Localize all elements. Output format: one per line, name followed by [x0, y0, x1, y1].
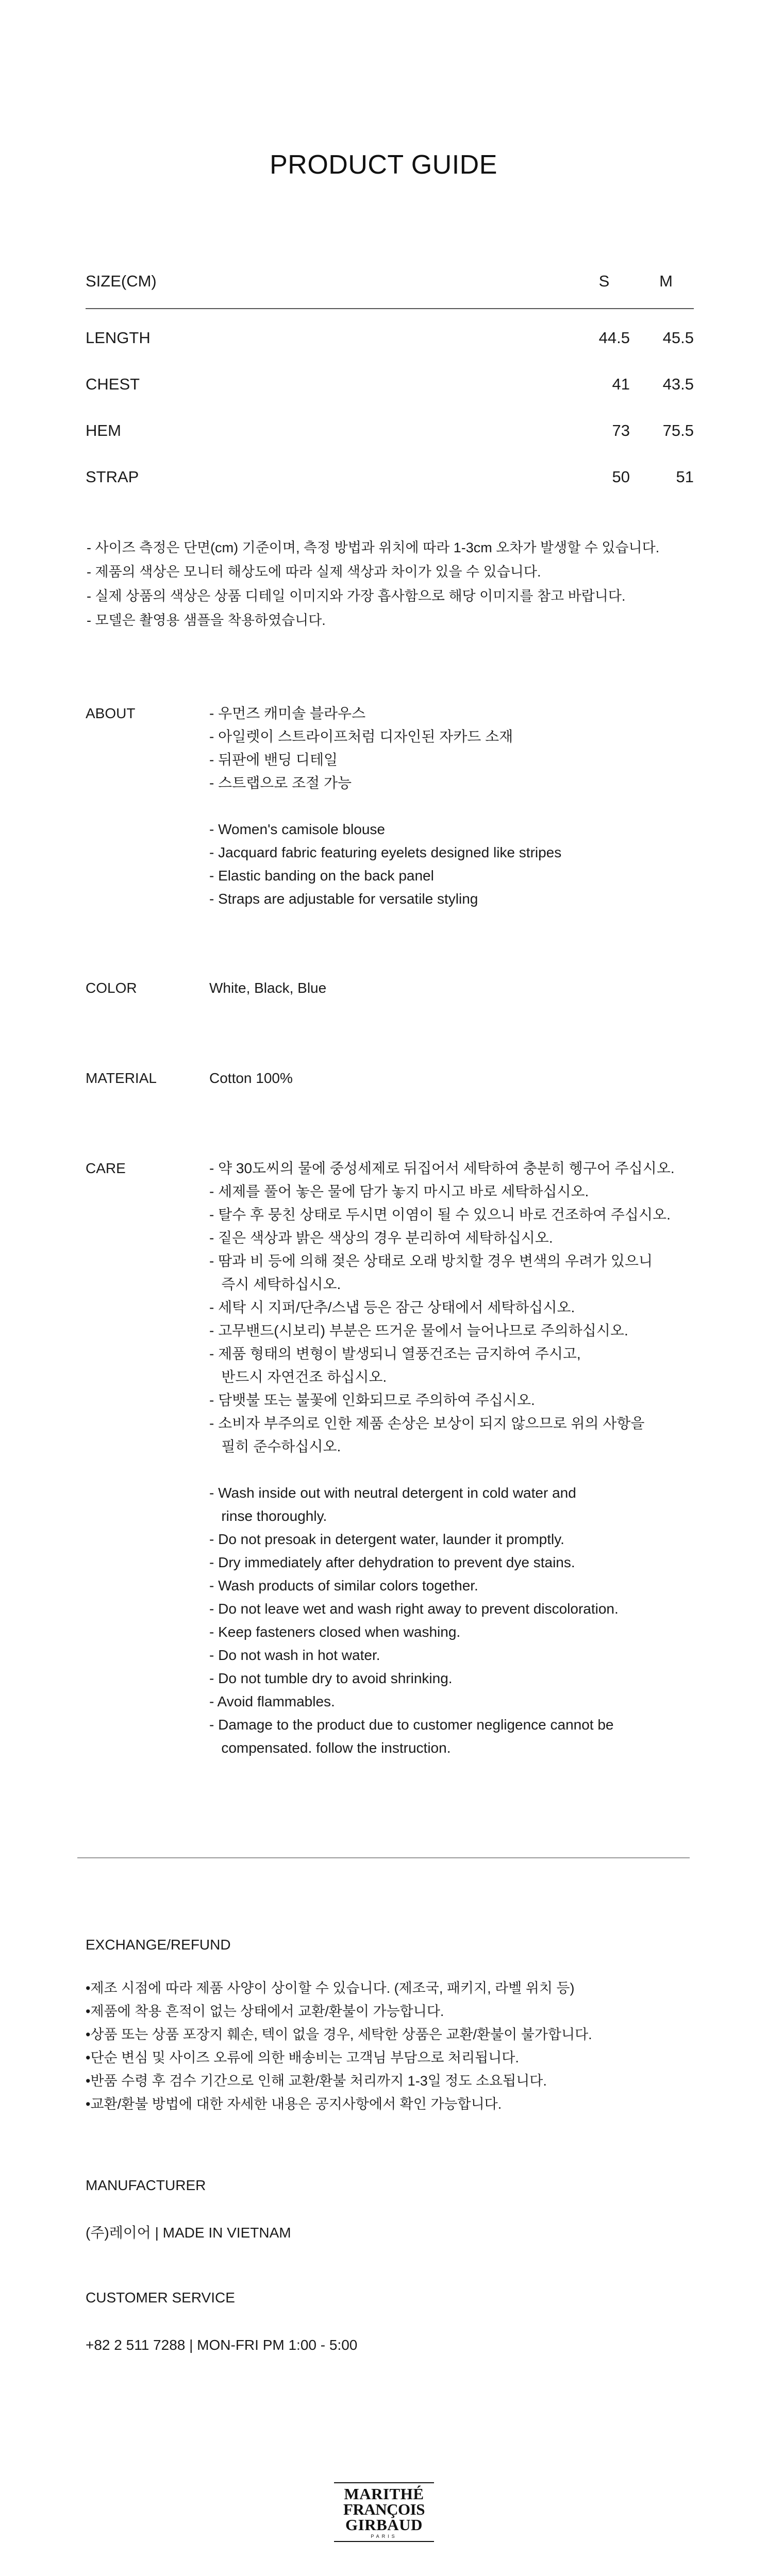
- manufacturer-value: (주)레이어 | MADE IN VIETNAM: [86, 2225, 291, 2241]
- about-line: - 우먼즈 캐미솔 블라우스: [209, 705, 366, 721]
- note-line: - 사이즈 측정은 단면(cm) 기준이며, 측정 방법과 위치에 따라 1-3cm 오차가 발생할 수 있습니다.: [87, 540, 660, 555]
- customer-service-label: CUSTOMER SERVICE: [86, 2290, 235, 2306]
- exchange-item: •교환/환불 방법에 대한 자세한 내용은 공지사항에서 확인 가능합니다.: [86, 2096, 502, 2112]
- exchange-item: •단순 변심 및 사이즈 오류에 의한 배송비는 고객님 부담으로 처리됩니다.: [86, 2050, 519, 2065]
- size-table-header: [86, 266, 694, 309]
- care-line: - Do not tumble dry to avoid shrinking.: [209, 1670, 453, 1686]
- page-title: PRODUCT GUIDE: [270, 150, 497, 180]
- size-row-label: CHEST: [86, 375, 140, 393]
- logo-line: FRANÇOIS: [343, 2500, 425, 2518]
- material-value: Cotton 100%: [209, 1070, 293, 1086]
- exchange-item: •제조 시점에 따라 제품 사양이 상이할 수 있습니다. (제조국, 패키지, 라벨 위치 등): [86, 1980, 575, 1996]
- measurement-notes: [87, 536, 705, 633]
- care-line: - Avoid flammables.: [209, 1693, 335, 1709]
- care-line: - Wash products of similar colors together.: [209, 1578, 478, 1594]
- size-row-length: [86, 309, 694, 355]
- care-line: - 약 30도씨의 물에 중성세제로 뒤집어서 세탁하여 충분히 헹구어 주십시오.: [209, 1160, 675, 1176]
- care-line: - Keep fasteners closed when washing.: [209, 1624, 461, 1640]
- note-line: - 실제 상품의 색상은 상품 디테일 이미지와 가장 흡사함으로 해당 이미지를 참고 바랍니다.: [87, 588, 626, 604]
- care-line: - 담뱃불 또는 불꽃에 인화되므로 주의하여 주십시오.: [209, 1392, 535, 1408]
- care-content: [209, 1157, 704, 1759]
- about-line: - 뒤판에 밴딩 디테일: [209, 752, 338, 768]
- size-value-s: 41: [612, 375, 630, 393]
- care-line: - 소비자 부주의로 인한 제품 손상은 보상이 되지 않으므로 위의 사항을: [209, 1415, 645, 1431]
- care-line: - Wash inside out with neutral detergent in cold water and: [209, 1485, 576, 1501]
- exchange-item: •제품에 착용 흔적이 없는 상태에서 교환/환불이 가능합니다.: [86, 2004, 444, 2019]
- color-value: White, Black, Blue: [209, 980, 327, 996]
- size-header-s: S: [598, 272, 610, 290]
- care-line: 즉시 세탁하십시오.: [209, 1276, 341, 1292]
- care-line: - 제품 형태의 변형이 발생되니 열풍건조는 금지하여 주시고,: [209, 1346, 581, 1362]
- care-line: - 세탁 시 지퍼/단추/스냅 등은 잠근 상태에서 세탁하십시오.: [209, 1299, 575, 1315]
- exchange-item: •상품 또는 상품 포장지 훼손, 텍이 없을 경우, 세탁한 상품은 교환/환불이 불가합니다.: [86, 2027, 592, 2042]
- care-line: - Dry immediately after dehydration to prevent dye stains.: [209, 1554, 575, 1570]
- care-line: - 땀과 비 등에 의해 젖은 상태로 오래 방치할 경우 변색의 우려가 있으니: [209, 1253, 653, 1269]
- customer-service-value: +82 2 511 7288 | MON-FRI PM 1:00 - 5:00: [86, 2337, 358, 2353]
- about-line: - 스트랩으로 조절 가능: [209, 775, 352, 791]
- logo-line: GIRBAUD: [345, 2516, 423, 2534]
- about-content: [209, 702, 704, 910]
- care-line: - Damage to the product due to customer negligence cannot be: [209, 1717, 614, 1733]
- exchange-list: [86, 1977, 704, 2116]
- size-value-m: 45.5: [662, 329, 694, 347]
- about-line: - Jacquard fabric featuring eyelets designed like stripes: [209, 844, 562, 860]
- size-row-strap: [86, 448, 694, 495]
- care-line: - 짙은 색상과 밝은 색상의 경우 분리하여 세탁하십시오.: [209, 1230, 553, 1246]
- size-value-s: 44.5: [598, 329, 630, 347]
- exchange-item: •반품 수령 후 검수 기간으로 인해 교환/환불 처리까지 1-3일 정도 소요됩니다.: [86, 2073, 547, 2089]
- section-divider: [77, 1857, 690, 1858]
- size-row-label: STRAP: [86, 468, 139, 486]
- manufacturer-label: MANUFACTURER: [86, 2177, 206, 2193]
- care-line: rinse thoroughly.: [209, 1508, 327, 1524]
- size-table: [86, 266, 694, 495]
- manufacturer-section: [86, 2175, 704, 2243]
- about-line: - Women's camisole blouse: [209, 821, 385, 837]
- care-line: - 세제를 풀어 놓은 물에 담가 놓지 마시고 바로 세탁하십시오.: [209, 1183, 589, 1199]
- size-value-m: 51: [676, 468, 694, 486]
- brand-logo: [334, 2482, 434, 2542]
- customer-service-section: [86, 2287, 704, 2355]
- size-row-label: HEM: [86, 421, 121, 439]
- size-value-s: 50: [612, 468, 630, 486]
- material-label: MATERIAL: [86, 1070, 157, 1086]
- size-value-s: 73: [612, 421, 630, 439]
- about-line: - Straps are adjustable for versatile styling: [209, 891, 478, 907]
- exchange-section: [86, 1935, 704, 2116]
- note-line: - 모델은 촬영용 샘플을 착용하였습니다.: [87, 613, 326, 628]
- logo-line: PARIS: [371, 2534, 397, 2539]
- size-row-label: LENGTH: [86, 329, 151, 347]
- care-line: - 탈수 후 뭉친 상태로 두시면 이염이 될 수 있으니 바로 건조하여 주십시오.: [209, 1207, 671, 1223]
- size-header-m: M: [659, 272, 673, 290]
- care-label: CARE: [86, 1160, 126, 1176]
- care-line: - Do not presoak in detergent water, launder it promptly.: [209, 1531, 564, 1547]
- logo-line: MARITHÉ: [344, 2485, 424, 2503]
- exchange-label: EXCHANGE/REFUND: [86, 1937, 231, 1953]
- about-label: ABOUT: [86, 705, 136, 721]
- about-line: - 아일렛이 스트라이프처럼 디자인된 자카드 소재: [209, 728, 513, 744]
- color-label: COLOR: [86, 980, 137, 996]
- care-line: 필히 준수하십시오.: [209, 1438, 341, 1454]
- size-header-label: SIZE(CM): [86, 272, 157, 290]
- size-row-hem: [86, 402, 694, 448]
- care-line: 반드시 자연건조 하십시오.: [209, 1369, 387, 1385]
- about-line: - Elastic banding on the back panel: [209, 868, 434, 884]
- care-line: compensated. follow the instruction.: [209, 1740, 451, 1756]
- care-line: - Do not wash in hot water.: [209, 1647, 380, 1663]
- note-line: - 제품의 색상은 모니터 해상도에 따라 실제 색상과 차이가 있을 수 있습니다.: [87, 564, 541, 580]
- care-line: - 고무밴드(시보리) 부분은 뜨거운 물에서 늘어나므로 주의하십시오.: [209, 1323, 628, 1338]
- size-value-m: 43.5: [662, 375, 694, 393]
- care-line: - Do not leave wet and wash right away to prevent discoloration.: [209, 1601, 619, 1617]
- size-value-m: 75.5: [662, 421, 694, 439]
- size-row-chest: [86, 355, 694, 402]
